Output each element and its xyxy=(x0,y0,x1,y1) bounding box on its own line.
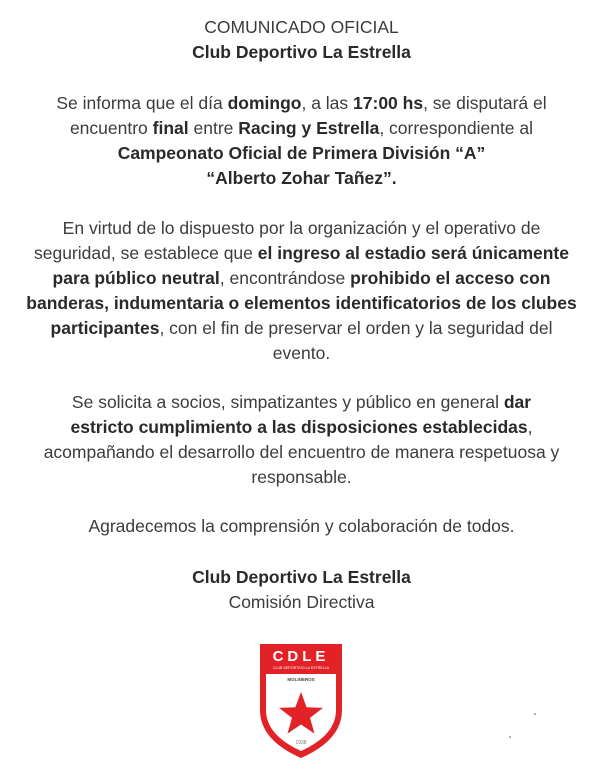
para2-line5: participantes, con el fin de preservar el orden y la seguridad del xyxy=(50,318,553,338)
signature-club: Club Deportivo La Estrella xyxy=(192,567,411,587)
club-name-header: Club Deportivo La Estrella xyxy=(192,42,411,62)
speck xyxy=(534,713,536,715)
para2-line6: evento. xyxy=(272,343,331,363)
signature-body: Comisión Directiva xyxy=(228,592,375,612)
crest-club-name: CLUB DEPORTIVO LA ESTRELLA xyxy=(272,666,330,670)
para2-line3: para público neutral, encontrándose prohibido el acceso con xyxy=(52,268,551,288)
para2-line4: banderas, indumentaria o elementos identificatorios de los clubes xyxy=(26,293,577,313)
thanks-line: Agradecemos la comprensión y colaboración de todos. xyxy=(88,516,515,536)
tournament-name: Campeonato Oficial de Primera División “A” xyxy=(117,143,486,163)
para3-line3: acompañando el desarrollo del encuentro de manera respetuosa y xyxy=(43,442,560,462)
para1-line1: Se informa que el día domingo, a las 17:00 hs, se disputará el xyxy=(56,93,547,113)
speck xyxy=(509,736,511,738)
para2-line1: En virtud de lo dispuesto por la organización y el operativo de xyxy=(62,218,541,238)
para3-line4: responsable. xyxy=(251,467,352,487)
club-crest-logo xyxy=(254,640,348,760)
para2-line2: seguridad, se establece que el ingreso al estadio será únicamente xyxy=(33,243,569,263)
crest-town: MOLINEROS xyxy=(287,677,315,682)
para3-line1: Se solicita a socios, simpatizantes y público en general dar xyxy=(71,392,532,412)
para1-line2: encuentro final entre Racing y Estrella, correspondiente al xyxy=(69,118,534,138)
tournament-honoree: “Alberto Zohar Tañez”. xyxy=(206,168,397,188)
para3-line2: estricto cumplimiento a las disposiciones establecidas, xyxy=(70,417,533,437)
crest-year: 1938 xyxy=(295,740,307,746)
statement-title: COMUNICADO OFICIAL xyxy=(204,17,399,37)
crest-initials: CDLE xyxy=(272,648,330,665)
